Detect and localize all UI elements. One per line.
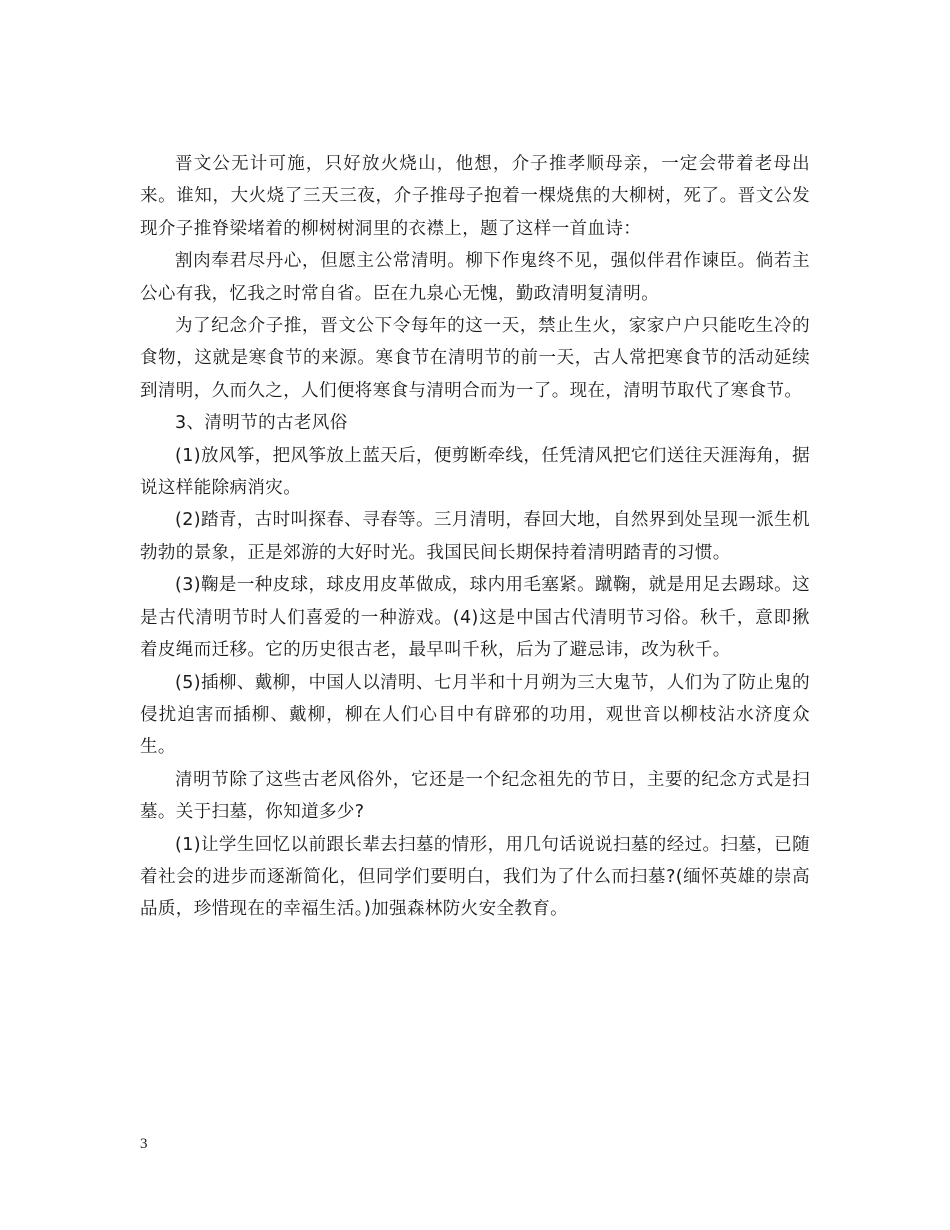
document-body: [140, 148, 810, 926]
paragraph-tomb-sweeping: 清明节除了这些古老风俗外，它还是一个纪念祖先的节日，主要的纪念方式是扫墓。关于扫墓，你知道多少?: [140, 769, 810, 823]
paragraph-cold-food-origin: 为了纪念介子推，晋文公下令每年的这一天，禁止生火，家家户户只能吃生冷的食物，这就是寒食节的来源。寒食节在清明节的前一天，古人常把寒食节的活动延续到清明，久而久之，人们便将寒食与清明合而为一了。现在，清明节取代了寒食节。: [140, 316, 810, 401]
paragraph-jin-wen-gong-fire: 晋文公无计可施，只好放火烧山，他想，介子推孝顺母亲，一定会带着老母出来。谁知，大火烧了三天三夜，介子推母子抱着一棵烧焦的大柳树，死了。晋文公发现介子推脊梁堵着的柳树树洞里的衣襟上，题了这样一首血诗：: [140, 154, 810, 239]
paragraph-blood-poem: 割肉奉君尽丹心，但愿主公常清明。柳下作鬼终不见，强似伴君作谏臣。倘若主公心有我，忆我之时常自省。臣在九泉心无愧，勤政清明复清明。: [140, 251, 810, 304]
paragraph-willow: (5)插柳、戴柳，中国人以清明、七月半和十月朔为三大鬼节，人们为了防止鬼的侵扰迫害而插柳、戴柳，柳在人们心目中有辟邪的功用，观世音以柳枝沾水济度众生。: [140, 672, 810, 758]
paragraph-cuju-swing: (3)鞠是一种皮球，球皮用皮革做成，球内用毛塞紧。蹴鞠，就是用足去踢球。这是古代清明节时人们喜爱的一种游戏。(4)这是中国古代清明节习俗。秋千，意即揪着皮绳而迁移。它的历史很古老，最早叫千秋，后为了避忌讳，改为秋千。: [140, 575, 810, 661]
page-number: 3: [140, 1136, 148, 1152]
paragraph-spring-outing: (2)踏青，古时叫探春、寻春等。三月清明，春回大地，自然界到处呈现一派生机勃勃的景象，正是郊游的大好时光。我国民间长期保持着清明踏青的习惯。: [140, 510, 810, 563]
paragraph-kite-flying: (1)放风筝，把风筝放上蓝天后，便剪断牵线，任凭清风把它们送往天涯海角，据说这样能除病消灾。: [140, 445, 810, 499]
paragraph-student-activity: (1)让学生回忆以前跟长辈去扫墓的情形，用几句话说说扫墓的经过。扫墓，已随着社会的进步而逐渐简化，但同学们要明白，我们为了什么而扫墓?(缅怀英雄的崇高品质，珍惜现在的幸福生活。)加强森林防火安全教育。: [140, 834, 810, 920]
section-heading-customs: 3、清明节的古老风俗: [175, 413, 348, 434]
